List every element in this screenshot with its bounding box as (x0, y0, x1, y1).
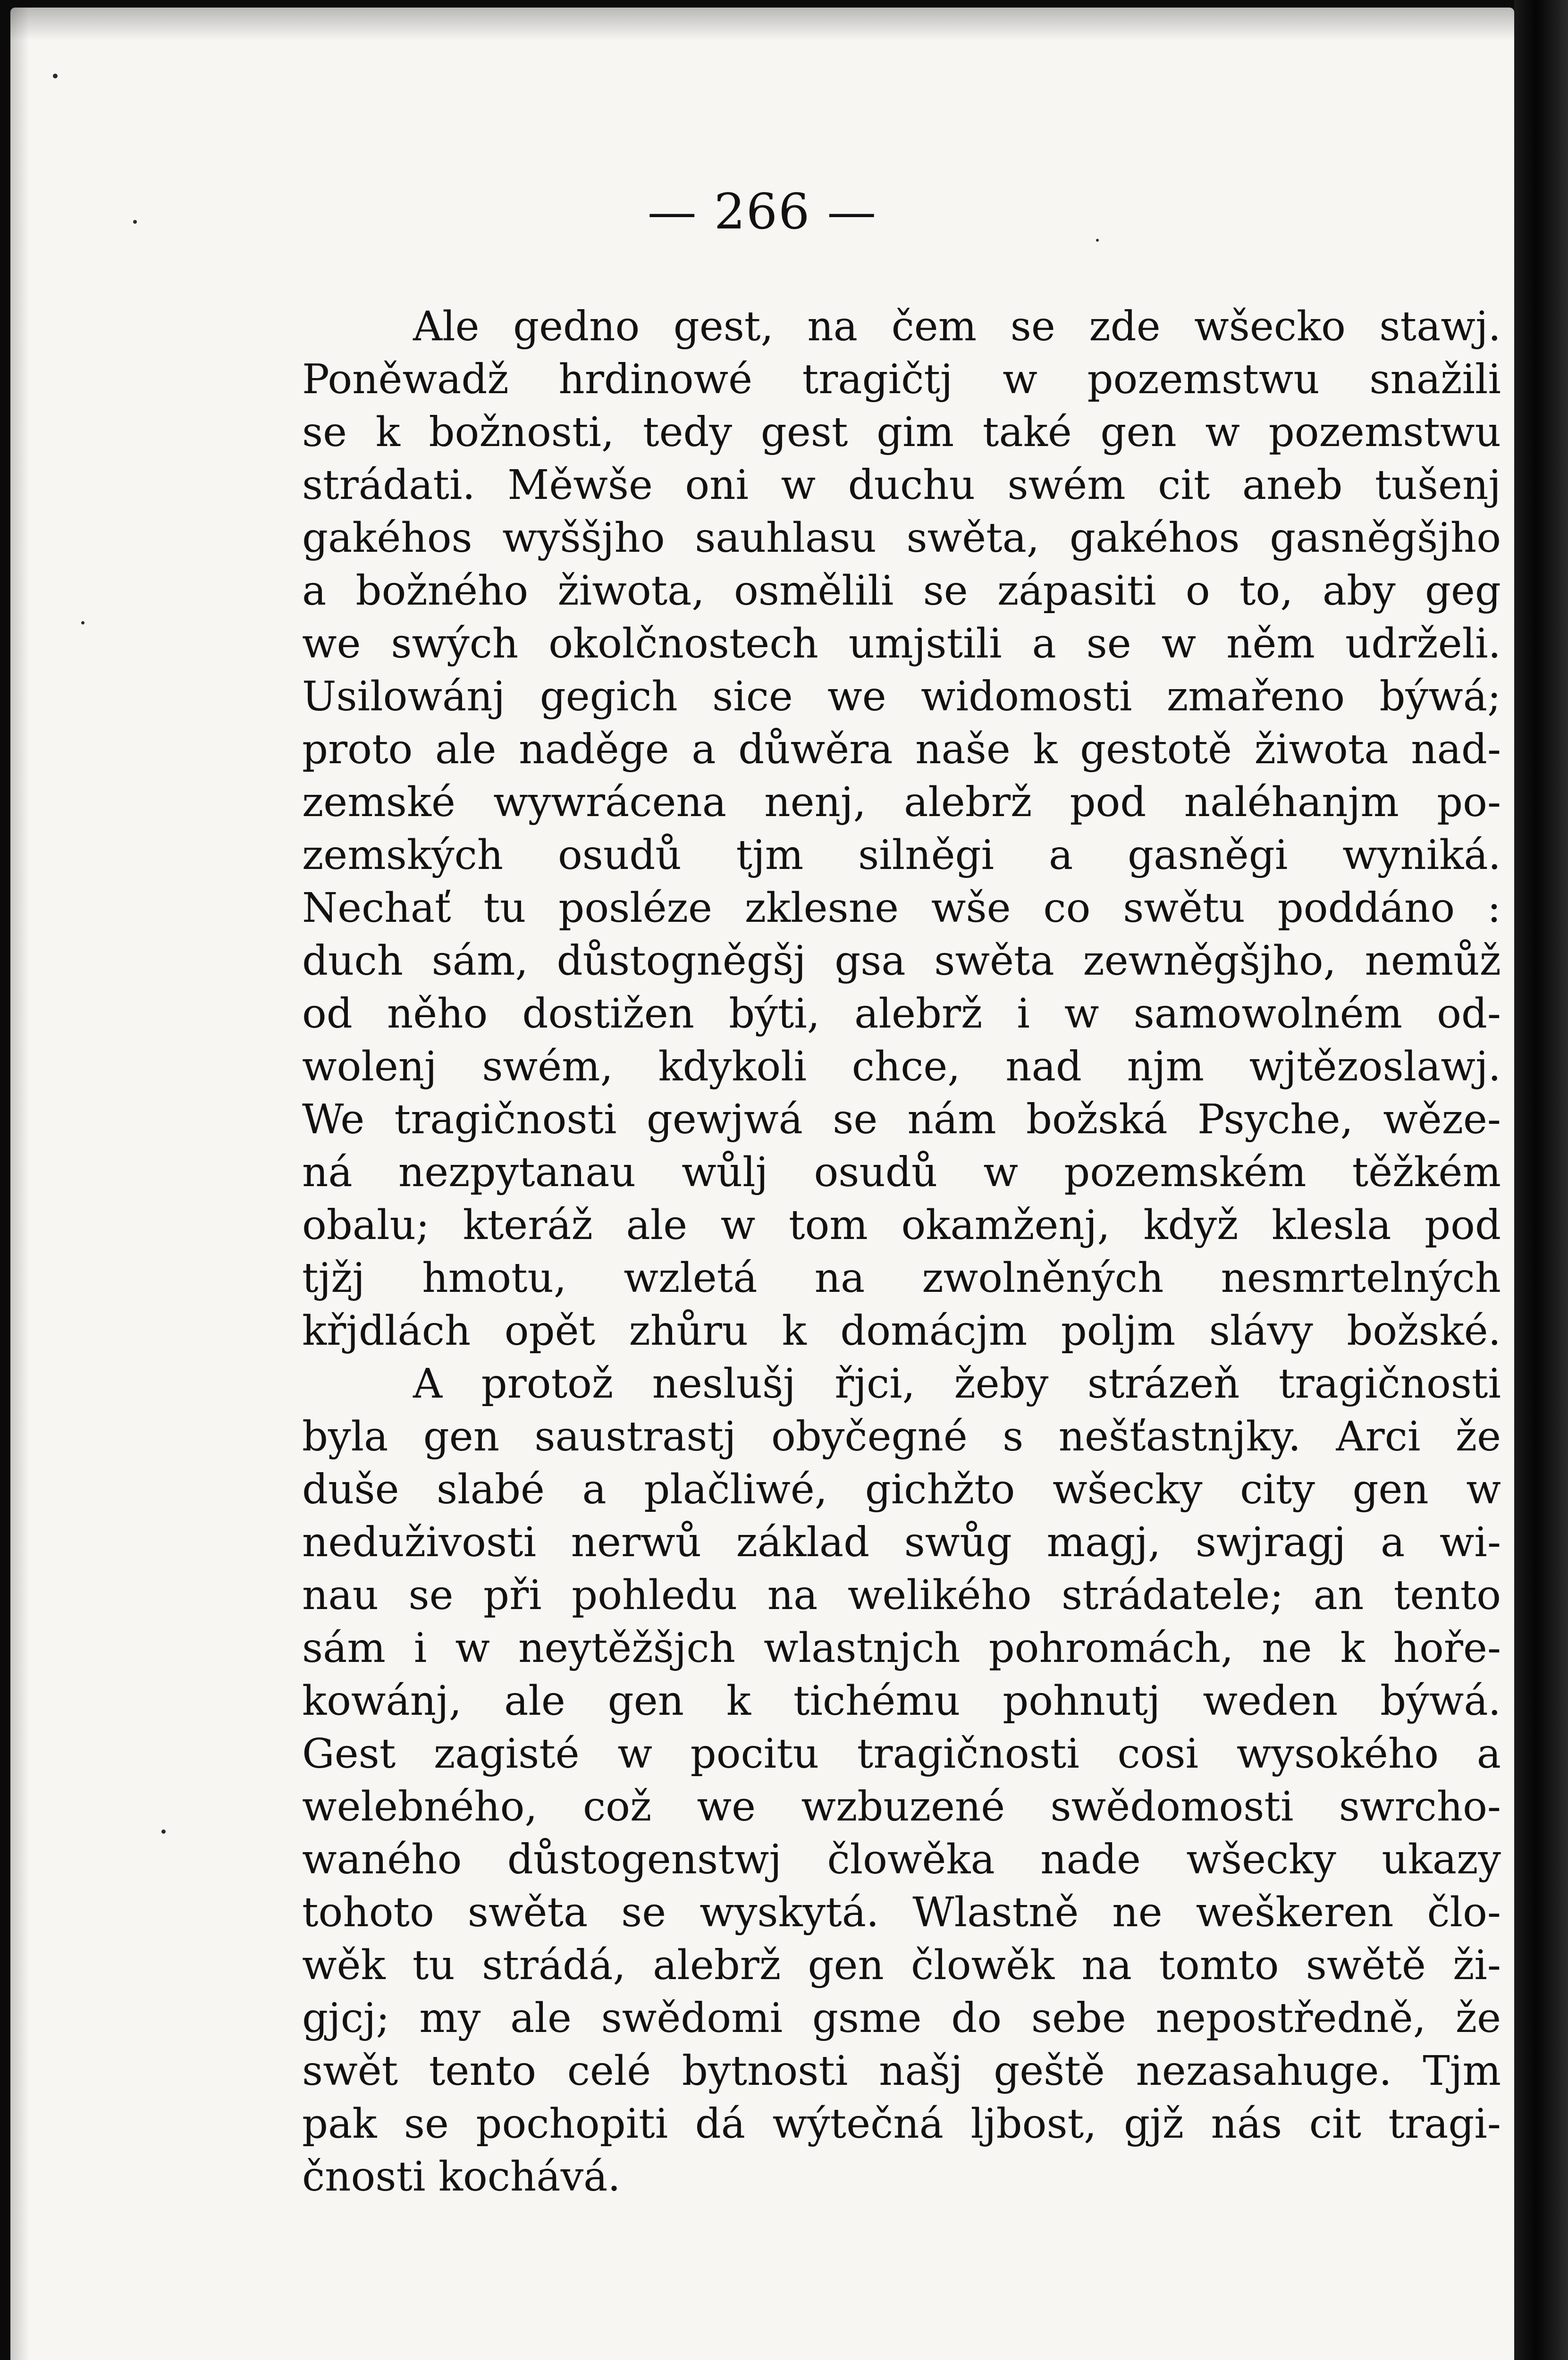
text-line: wěk tu strádá, alebrž gen člowěk na tomto swětě ži- (302, 1942, 1501, 1989)
text-line: wolenj swém, kdykoli chce, nad njm wjtězoslawj. (302, 1043, 1501, 1090)
text-line: welebného, což we wzbuzené swědomosti swrcho- (302, 1783, 1501, 1830)
text-line: A protož neslušj řjci, žeby strázeň tragičnosti (413, 1360, 1501, 1408)
book-page (10, 8, 1514, 2360)
text-line: od něho dostižen býti, alebrž i w samowolném od- (302, 990, 1501, 1037)
scan-right-edge (1514, 0, 1568, 2360)
scan-top-shadow (10, 8, 1514, 41)
scan-speck (53, 74, 58, 78)
text-line: se k božnosti, tedy gest gim také gen w pozemstwu (302, 409, 1501, 456)
page-number: — 266 — (647, 183, 877, 240)
text-line: Nechať tu posléze zklesne wše co swětu poddáno : (302, 885, 1501, 932)
text-line: proto ale naděge a důwěra naše k gestotě žiwota nad- (302, 726, 1501, 773)
text-line: křjdlách opět zhůru k domácjm poljm slávy božské. (302, 1307, 1501, 1355)
text-line: neduživosti nerwů základ swůg magj, swjragj a wi- (302, 1519, 1501, 1566)
text-line: kowánj, ale gen k tichému pohnutj weden býwá. (302, 1677, 1501, 1725)
text-line: čnosti kochává. (302, 2153, 621, 2200)
text-line: duch sám, důstogněgšj gsa swěta zewněgšjho, nemůž (302, 937, 1501, 985)
text-line: gjcj; my ale swědomi gsme do sebe nepostředně, že (302, 1995, 1501, 2042)
text-line: Poněwadž hrdinowé tragičtj w pozemstwu snažili (302, 356, 1501, 403)
text-line: we swých okolčnostech umjstili a se w něm udrželi. (302, 620, 1501, 667)
text-line: a božného žiwota, osmělili se zápasiti o to, aby geg (302, 567, 1501, 615)
text-line: tohoto swěta se wyskytá. Wlastně ne weškeren člo- (302, 1889, 1501, 1936)
text-line: strádati. Měwše oni w duchu swém cit aneb tušenj (302, 462, 1501, 509)
scan-speck (1096, 239, 1099, 242)
text-line: Usilowánj gegich sice we widomosti zmařeno býwá; (302, 673, 1501, 720)
text-line: Ale gedno gest, na čem se zde wšecko stawj. (413, 303, 1501, 350)
scan-left-shadow (10, 8, 29, 2360)
scan-speck (81, 621, 84, 624)
text-line: swět tento celé bytnosti našj geště nezasahuge. Tjm (302, 2048, 1501, 2095)
text-line: gakéhos wyššjho sauhlasu swěta, gakéhos gasněgšjho (302, 514, 1501, 562)
scan-speck (161, 1829, 166, 1834)
text-line: pak se pochopiti dá wýtečná ljbost, gjž nás cit tragi- (302, 2100, 1501, 2148)
text-line: zemských osudů tjm silněgi a gasněgi wyniká. (302, 832, 1501, 879)
text-line: waného důstogenstwj člowěka nade wšecky ukazy (302, 1836, 1501, 1883)
text-line: byla gen saustrastj obyčegné s nešťastnjky. Arci že (302, 1413, 1501, 1460)
text-line: obalu; kteráž ale w tom okamženj, když klesla pod (302, 1202, 1501, 1249)
text-line: sám i w neytěžšjch wlastnjch pohromách, ne k hoře- (302, 1625, 1501, 1672)
text-line: tjžj hmotu, wzletá na zwolněných nesmrtelných (302, 1255, 1501, 1302)
body-text (302, 300, 1501, 2203)
text-line: duše slabé a plačliwé, gichžto wšecky city gen w (302, 1466, 1501, 1513)
text-line: zemské wywrácena nenj, alebrž pod naléhanjm po- (302, 779, 1501, 826)
text-line: Gest zagisté w pocitu tragičnosti cosi wysokého a (302, 1730, 1501, 1778)
text-line: ná nezpytanau wůlj osudů w pozemském těžkém (302, 1149, 1501, 1196)
text-line: We tragičnosti gewjwá se nám božská Psyche, wěze- (302, 1096, 1501, 1143)
text-line: nau se při pohledu na welikého strádatele; an tento (302, 1572, 1501, 1619)
